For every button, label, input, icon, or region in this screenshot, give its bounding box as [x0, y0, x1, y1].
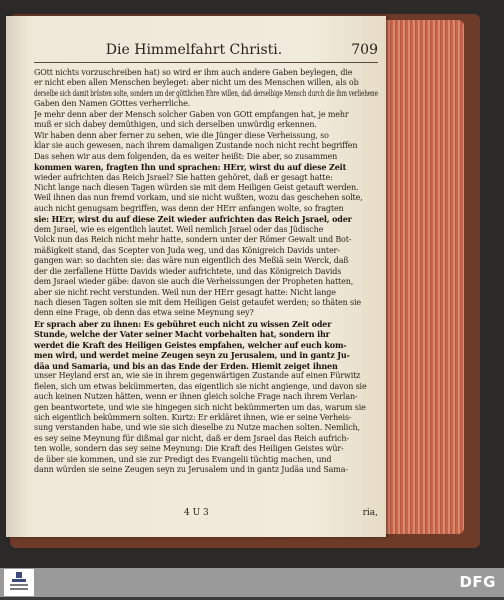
catchword: ria,	[362, 508, 378, 518]
dfg-logo[interactable]: DFG	[459, 573, 496, 591]
text-line: Stunde, welche der Vater seiner Macht vorbehalten hat, sondern ihr	[34, 329, 330, 340]
body-text	[34, 68, 378, 508]
text-line: sie: HErr, wirst du auf diese Zeit wieder aufrichten das Reich Jsrael, oder	[34, 214, 352, 225]
text-line: gen beantwortete, und wie sie hingegen sich nicht bekümmerten um das, warum sie	[34, 402, 366, 412]
text-line: Das sehen wir aus dem folgenden, da es weiter heißt: Die aber, so zusammen	[34, 151, 338, 161]
text-line: derselbe sich damit brüsten solte, sondern um der göttlichen Ehre willen, daß derselbige Mensch durch die ihm verliehene	[34, 88, 378, 98]
text-line: auch nicht genugsam begriffen, was denn der HErr anfangen wolte, so fragten	[34, 203, 344, 213]
text-line: men wird, und werdet meine Zeugen seyn zu Jerusalem, und in gantz Ju-	[34, 350, 350, 361]
text-line: denn eine Frage, ob denn das etwa seine Meynung sey?	[34, 308, 254, 318]
text-line: Weil ihnen das nun fremd vorkam, und sie nicht wußten, wozu das geschehen solte,	[34, 193, 363, 203]
text-line: däa und Samaria, und bis an das Ende der Erden. Hiemit zeiget ihnen	[34, 360, 338, 371]
text-line: Nicht lange nach diesen Tagen würden sie mit dem Heiligen Geist getauft werden.	[34, 182, 359, 192]
text-line: Er sprach aber zu ihnen: Es gebühret euch nicht zu wissen Zeit oder	[34, 318, 332, 329]
text-line: sung verstanden habe, und wie sie sich dieselbe zu Nutze machen solten. Nemlich,	[34, 423, 360, 433]
page-footer	[34, 508, 378, 522]
library-crest-icon[interactable]	[4, 569, 34, 596]
text-line: er nicht eben allen Menschen beyleget: aber nicht um des Menschen willen, als ob	[34, 78, 359, 88]
text-line: Wir haben denn aber ferner zu sehen, wie die Jünger diese Verheissung, so	[34, 130, 329, 140]
text-line: nach diesen Tagen solten sie mit dem Heiligen Geist getaufet werden; so thäten sie	[34, 297, 361, 307]
text-line: gangen war: so dachten sie: das wäre nun eigentlich des Meßiä sein Werck, daß	[34, 256, 349, 266]
page-number: 709	[351, 42, 378, 58]
signature-mark: 4 U 3	[184, 508, 209, 518]
text-line: es sey seine Meynung für dißmal gar nicht, daß er dem Jsrael das Reich aufrich-	[34, 433, 349, 443]
text-line: de über sie kommen, und sie zur Predigt des Evangelii tüchtig machen, und	[34, 454, 332, 464]
text-line: sich eigentlich bekümmern solten. Kurtz: Er erkläret ihnen, wie er seine Verheis-	[34, 412, 352, 422]
viewer-footer	[0, 568, 504, 597]
text-line: dem Jsrael wieder gäbe: davon sie auch die Verheissungen der Propheten hatten,	[34, 277, 354, 287]
page-edges	[386, 20, 464, 534]
text-line: dem Jsrael, wie es eigentlich lautet. Weil nemlich Jsrael oder das Jüdische	[34, 224, 324, 234]
header-rule	[34, 62, 378, 63]
text-line: Je mehr denn aber der Mensch solcher Gaben von GOtt empfangen hat, je mehr	[34, 109, 349, 119]
text-line: werdet die Kraft des Heiligen Geistes empfahen, welcher auf euch kom-	[34, 339, 347, 350]
text-line: unser Heyland erst an, wie sie in ihrem gegenwärtigen Zustande auf einen Fürwitz	[34, 371, 361, 381]
text-line: der die zerfallene Hütte Davids wieder aufrichtete, und das Königreich Davids	[34, 266, 342, 276]
text-line: mäßigkeit stand, das Scepter von Juda weg, und das Königreich Davids unter-	[34, 245, 340, 255]
text-line: dann würden sie seine Zeugen seyn zu Jerusalem und in gantz Judäa und Sama-	[34, 465, 348, 475]
text-line: klar sie auch gewesen, nach ihrem damaligen Zustande noch nicht recht begriffen	[34, 141, 358, 151]
text-line: fielen, sich um etwas bekümmerten, das eigentlich sie nicht angienge, und davon sie	[34, 381, 367, 391]
text-line: wieder aufrichten das Reich Jsrael? Sie hatten gehöret, daß er gesagt hatte:	[34, 172, 333, 182]
page-header	[34, 42, 378, 64]
text-line: Volck nun das Reich nicht mehr hatte, sondern unter der Römer Gewalt und Bot-	[34, 235, 352, 245]
text-line: muß er sich dabey demüthigen, und sich derselben unwürdig erkennen.	[34, 120, 317, 130]
running-title: Die Himmelfahrt Christi.	[105, 42, 283, 58]
text-line: ten wolle, sondern das sey seine Meynung: Die Kraft des Heiligen Geistes wür-	[34, 444, 344, 454]
text-line: Gaben den Namen GOttes verherrliche.	[34, 99, 191, 109]
text-line: auch keinen Nutzen hätten, wenn er ihnen gleich solche Frage nach ihrem Verlan-	[34, 392, 358, 402]
text-line: kommen waren, fragten Ihn und sprachen: HErr, wirst du auf diese Zeit	[34, 162, 347, 173]
text-line: GOtt nichts vorzuschreiben hat) so wird er ihm auch andere Gaben beylegen, die	[34, 68, 353, 77]
text-line: aber sie nicht recht verstunden. Weil nun der HErr gesagt hatte: Nicht lange	[34, 287, 336, 297]
book-page	[6, 16, 386, 537]
